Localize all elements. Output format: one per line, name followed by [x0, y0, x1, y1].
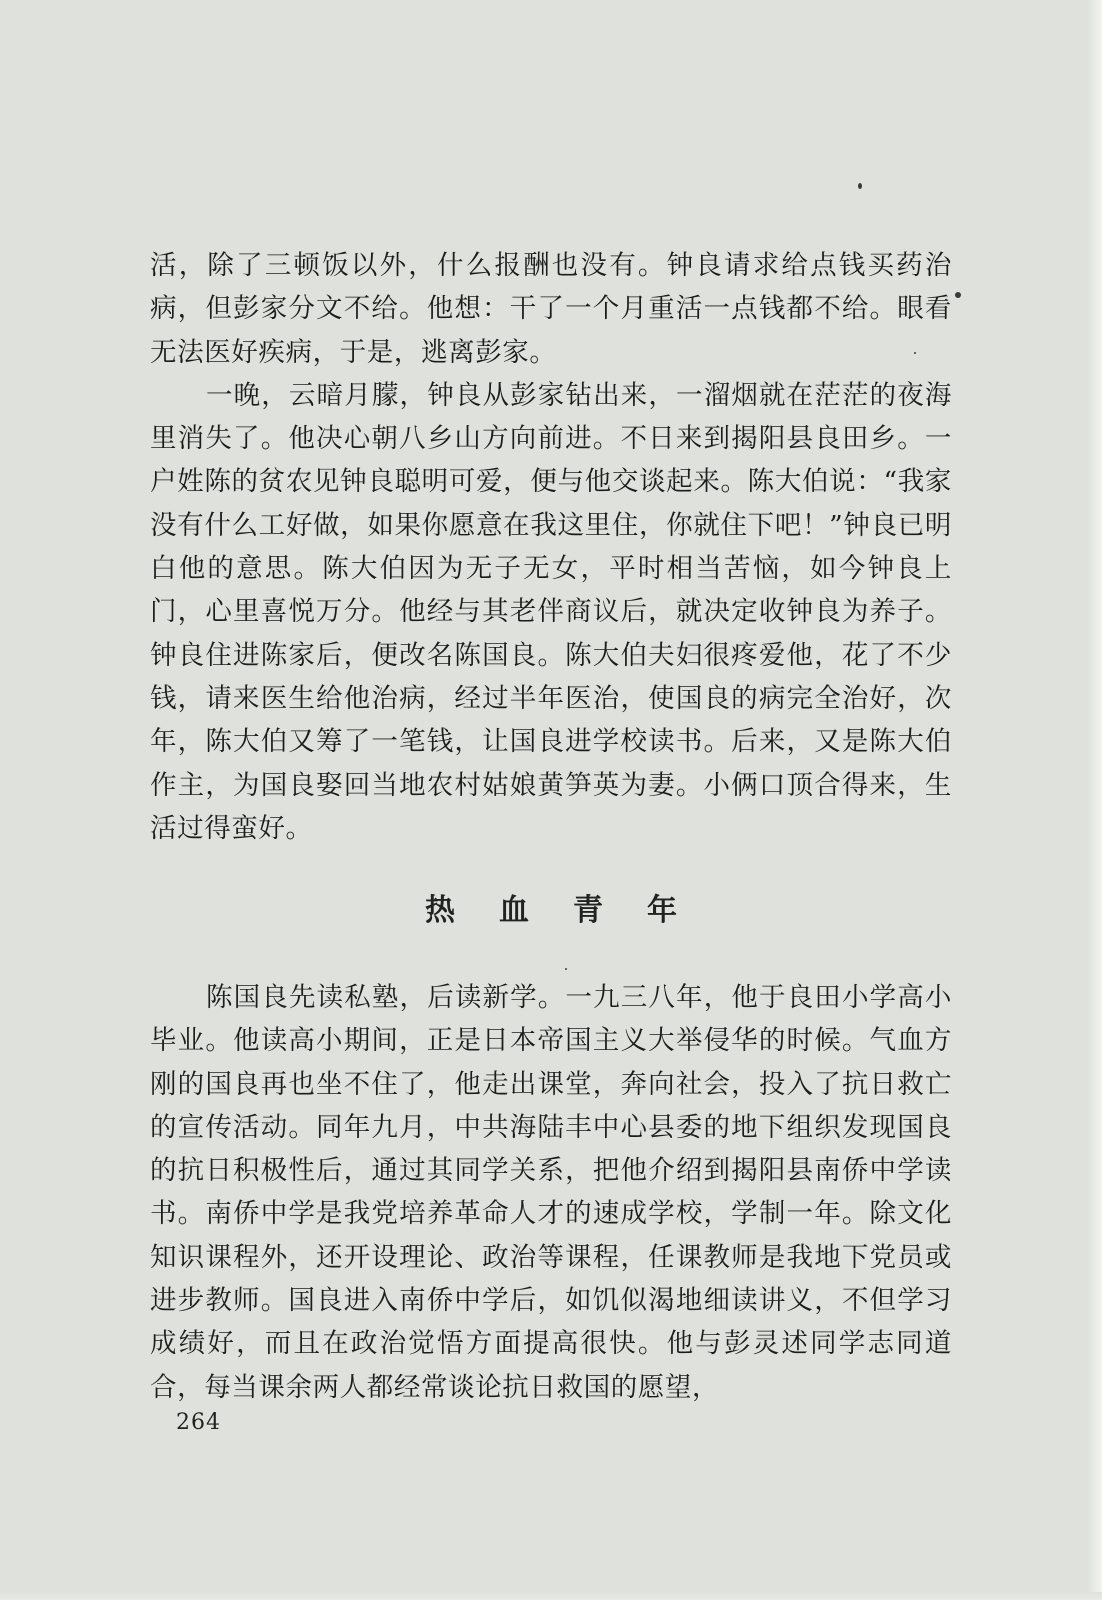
page-edge-bottom	[0, 1592, 1102, 1600]
ink-speck	[858, 183, 862, 189]
paragraph: 一晚，云暗月朦，钟良从彭家钻出来，一溜烟就在茫茫的夜海里消失了。他决心朝八乡山方向前进。不日来到揭阳县良田乡。一户姓陈的贫农见钟良聪明可爱，便与他交谈起来。陈大伯说：“我家没有什么工好做，如果你愿意在我这里住，你就住下吧！”钟良已明白他的意思。陈大伯因为无子无女，平时相当苦恼，如今钟良上门，心里喜悦万分。他经与其老伴商议后，就决定收钟良为养子。钟良住进陈家后，便改名陈国良。陈大伯夫妇很疼爱他，花了不少钱，请来医生给他治病，经过半年医治，使国良的病完全治好，次年，陈大伯又筹了一笔钱，让国良进学校读书。后来，又是陈大伯作主，为国良娶回当地农村姑娘黄笋英为妻。小俩口顶合得来，生活过得蛮好。	[150, 379, 952, 844]
body-text-bottom	[150, 976, 952, 1409]
ink-speck	[955, 292, 961, 298]
body-text-top	[150, 244, 952, 850]
paragraph: 陈国良先读私塾，后读新学。一九三八年，他于良田小学高小毕业。他读高小期间，正是日本帝国主义大举侵华的时候。气血方刚的国良再也坐不住了，他走出课堂，奔向社会，投入了抗日救亡的宣传活动。同年九月，中共海陆丰中心县委的地下组织发现国良的抗日积极性后，通过其同学关系，把他介绍到揭阳县南侨中学读书。南侨中学是我党培养革命人才的速成学校，学制一年。除文化知识课程外，还开设理论、政治等课程，任课教师是我地下党员或进步教师。国良进入南侨中学后，如饥似渴地细读讲义，不但学习成绩好，而且在政治觉悟方面提高很快。他与彭灵述同学志同道合，每当课余两人都经常谈论抗日救国的愿望，	[150, 982, 952, 1403]
page-edge-right	[1088, 0, 1102, 1600]
ink-speck	[565, 968, 567, 970]
page-number: 264	[176, 1410, 221, 1435]
paragraph: 活，除了三顿饭以外，什么报酬也没有。钟良请求给点钱买药治病，但彭家分文不给。他想：干了一个月重活一点钱都不给。眼看无法医好疾病，于是，逃离彭家。	[150, 250, 952, 368]
section-title: 热血青年	[425, 893, 721, 928]
